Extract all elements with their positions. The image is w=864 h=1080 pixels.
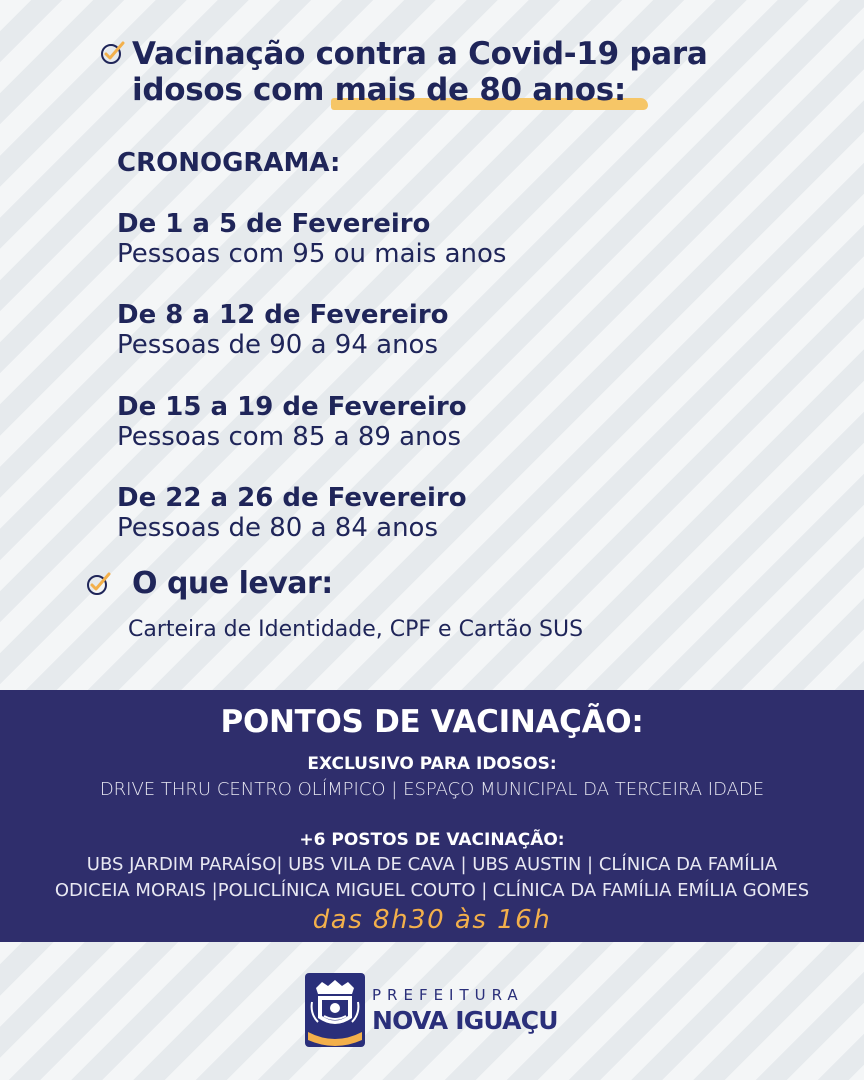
schedule-people: Pessoas de 80 a 84 anos [117, 513, 439, 543]
schedule-people: Pessoas de 90 a 94 anos [117, 330, 439, 360]
postos-line-2: ODICEIA MORAIS |POLICLÍNICA MIGUEL COUTO | CLÍNICA DA FAMÍLIA EMÍLIA GOMES [54, 880, 810, 901]
postos-title: +6 POSTOS DE VACINAÇÃO: [299, 830, 565, 850]
cronograma-title: CRONOGRAMA: [117, 148, 341, 178]
schedule-people: Pessoas com 85 a 89 anos [117, 422, 462, 452]
coat-of-arms-icon [304, 972, 366, 1048]
logo-nova-iguacu: NOVA IGUAÇU [372, 1006, 558, 1035]
postos-line-1: UBS JARDIM PARAÍSO| UBS VILA DE CAVA | UBS AUSTIN | CLÍNICA DA FAMÍLIA [86, 854, 778, 875]
levar-title: O que levar: [132, 566, 333, 601]
pontos-title: PONTOS DE VACINAÇÃO: [220, 704, 644, 740]
vaccination-points-band [0, 690, 864, 942]
headline [132, 36, 832, 108]
logo-prefeitura: PREFEITURA [372, 986, 524, 1004]
schedule-item [117, 300, 449, 360]
check-circle-icon [100, 40, 126, 66]
headline-highlight-text: mais de 80 anos: [334, 72, 626, 108]
headline-highlight [335, 72, 626, 108]
schedule-dates: De 22 a 26 de Fevereiro [117, 483, 467, 513]
headline-line-1: Vacinação contra a Covid-19 para [132, 36, 708, 72]
schedule-people: Pessoas com 95 ou mais anos [117, 239, 507, 269]
levar-text: Carteira de Identidade, CPF e Cartão SUS [128, 617, 584, 642]
schedule-item [117, 209, 506, 269]
exclusivo-title: EXCLUSIVO PARA IDOSOS: [307, 754, 557, 774]
headline-line-2-plain: idosos com [132, 72, 335, 108]
schedule-dates: De 8 a 12 de Fevereiro [117, 300, 449, 330]
schedule-dates: De 1 a 5 de Fevereiro [117, 209, 431, 239]
schedule-dates: De 15 a 19 de Fevereiro [117, 392, 467, 422]
schedule-item [117, 392, 467, 452]
exclusivo-text: DRIVE THRU CENTRO OLÍMPICO | ESPAÇO MUNICIPAL DA TERCEIRA IDADE [99, 779, 765, 800]
prefeitura-logo [304, 972, 564, 1052]
check-circle-icon [86, 571, 112, 597]
schedule-item [117, 483, 467, 543]
horario: das 8h30 às 16h [312, 905, 552, 935]
headline-line-2 [132, 72, 832, 108]
